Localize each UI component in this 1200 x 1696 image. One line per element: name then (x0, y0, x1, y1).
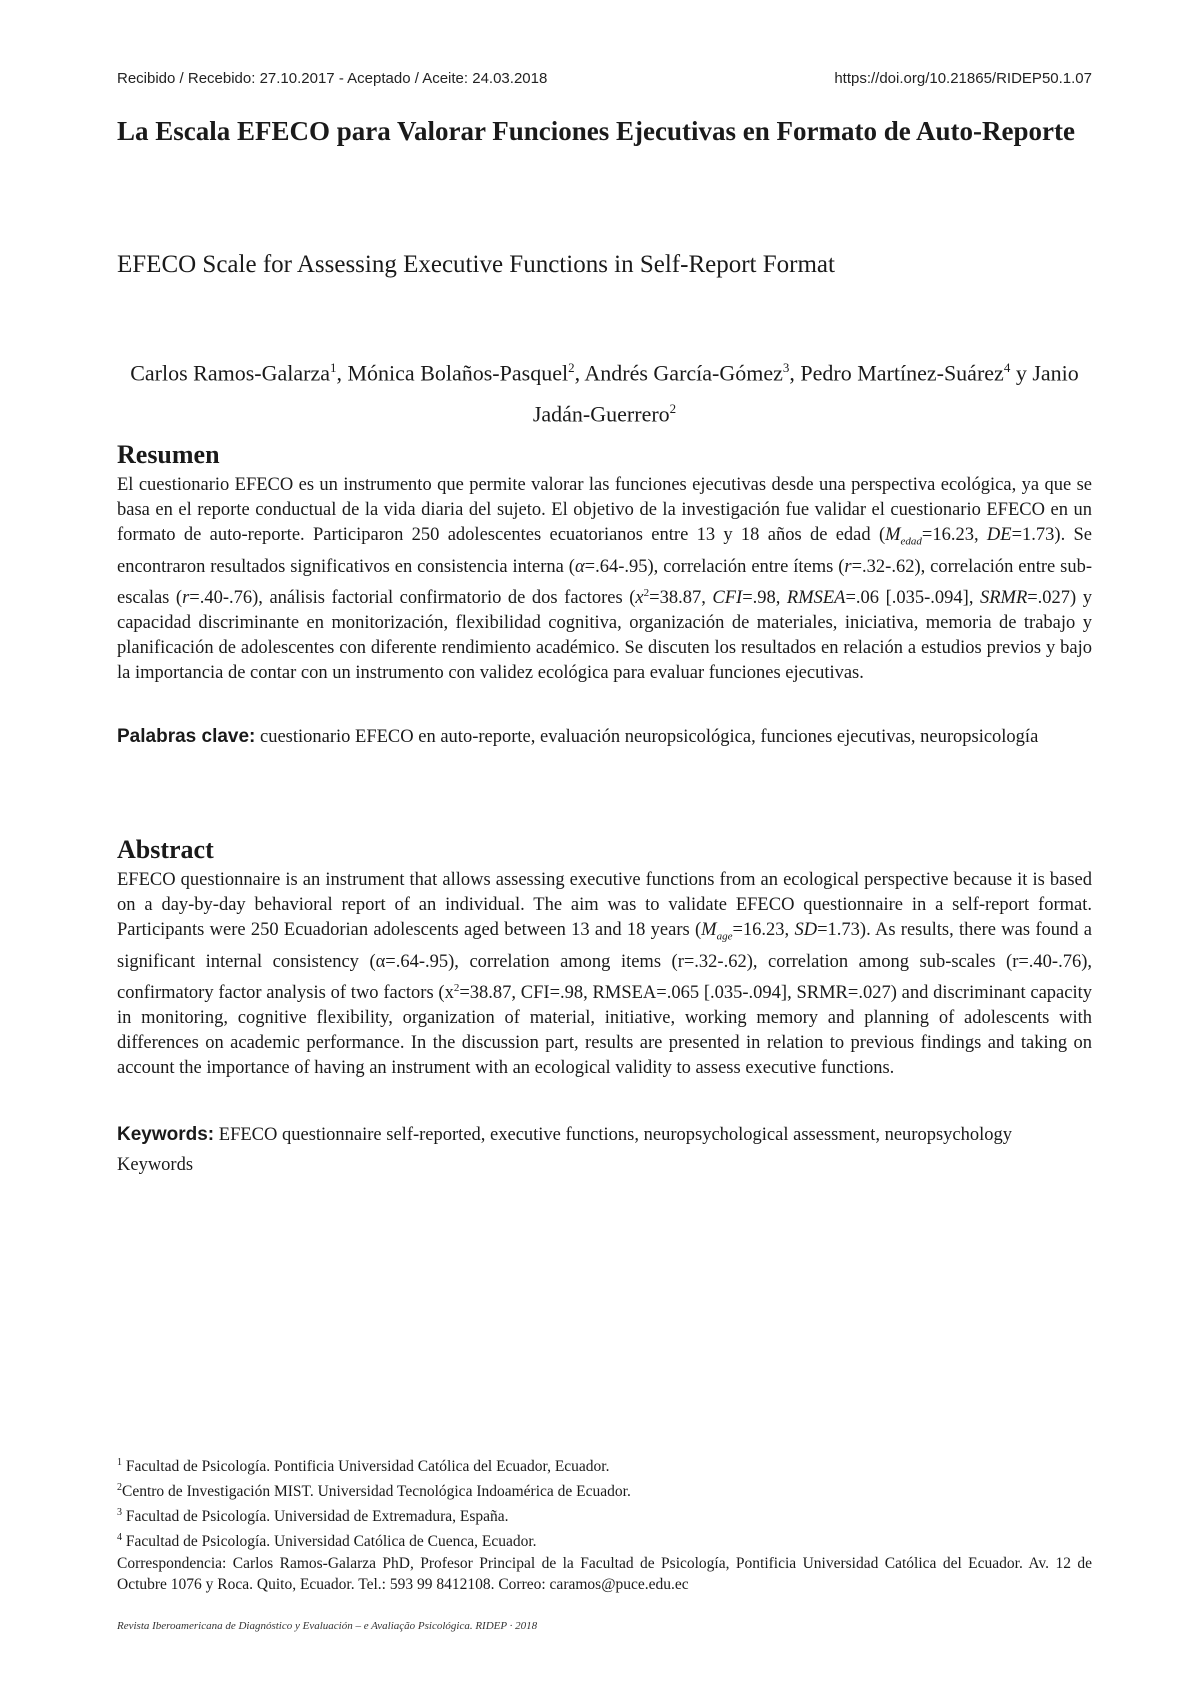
palabras-clave-text: cuestionario EFECO en auto-reporte, evaluación neuropsicológica, funciones ejecutivas, neuropsicología (260, 727, 1039, 747)
resumen-heading: Resumen (117, 440, 220, 469)
journal-footer: Revista Iberoamericana de Diagnóstico y Evaluación – e Avaliação Psicológica. RIDEP · 2018 (117, 1620, 538, 1632)
abstract-body: EFECO questionnaire is an instrument that allows assessing executive functions from an ecological perspective because it is based on a day-by-day behavioral report of an individual. The aim was to validate EFECO questionnaire in a self-report format. Participants were 250 Ecuadorian adolescents aged between 13 and 18 years ($M_{age}=16.23$, SD=1.73). As results, there was found a significant internal consistency (α=.64-.95), correlation among items (r=.32-.62), correlation among sub-scales (r=.40-.76), confirmatory factor analysis of two factors ($x^2=38.87$, CFI=.98, RMSEA=.065 [.035-.094], SRMR=.027) and discriminant capacity in monitoring, cognitive flexibility, organization of material, initiative, working memory and planning of adolescents with differences on academic performance. In the discussion part, results are presented in relation to previous findings and taking on account the importance of having an instrument with an ecological validity to assess executive functions. (117, 870, 1092, 1079)
affiliation-marker: 3 (782, 360, 790, 375)
author-name: Pedro Martínez-Suárez (800, 360, 1004, 386)
title-english: EFECO Scale for Assessing Executive Functions in Self-Report Format (117, 251, 835, 278)
doi-link[interactable]: https://doi.org/10.21865/RIDEP50.1.07 (834, 70, 1092, 87)
footnote: $^2$Centro de Investigación MIST. Universidad Tecnológica Indoamérica de Ecuador. (117, 1482, 631, 1501)
footnote: $^3$ Facultad de Psicología. Universidad de Extremadura, España. (117, 1507, 509, 1526)
affiliation-marker: 1 (329, 360, 337, 375)
affiliation-marker: 2 (669, 401, 677, 417)
author-name: Andrés García-Gómez (584, 360, 783, 386)
affiliation-marker: 4 (1003, 360, 1011, 375)
footnote: $^1$ Facultad de Psicología. Pontificia Universidad Católica del Ecuador, Ecuador. (117, 1457, 610, 1476)
received-dates: Recibido / Recebido: 27.10.2017 - Aceptado / Aceite: 24.03.2018 (117, 70, 548, 87)
author-name: Mónica Bolaños-Pasquel (347, 360, 569, 386)
resumen-body: El cuestionario EFECO es un instrumento que permite valorar las funciones ejecutivas desde una perspectiva ecológica, ya que se basa en el reporte conductual de la vida diaria del sujeto. El objetivo de la investigación fue validar el cuestionario EFECO en un formato de auto-reporte. Participaron 250 adolescentes ecuatorianos entre 13 y 18 años de edad ($M_{edad}=16.23$, DE=1.73). Se encontraron resultados significativos en consistencia interna (α=.64-.95), correlación entre ítems (r=.32-.62), correlación entre sub-escalas (r=.40-.76), análisis factorial confirmatorio de dos factores ($x^2=38.87$, CFI=.98, RMSEA=.06 [.035-.094], SRMR=.027) y capacidad discriminante en monitorización, flexibilidad cognitiva, organización de materiales, iniciativa, memoria de trabajo y planificación de adolescentes con diferente rendimiento académico. Se discuten los resultados en relación a estudios previos y bajo la importancia de contar con un instrumento con validez ecológica para evaluar funciones ejecutivas. (117, 475, 1093, 684)
title-spanish: La Escala EFECO para Valorar Funciones Ejecutivas en Formato de Auto-Reporte (117, 116, 1075, 146)
author-name: Carlos Ramos-Galarza (130, 360, 330, 386)
author-conjunction: y (1015, 360, 1027, 386)
footnote: $^4$ Facultad de Psicología. Universidad Católica de Cuenca, Ecuador. (117, 1532, 537, 1551)
keywords-label: Keywords: (117, 1124, 215, 1145)
running-header (117, 70, 1092, 87)
keywords (117, 1120, 1092, 1180)
affiliation-marker: 2 (568, 360, 575, 375)
correspondence-note: Correspondencia: Carlos Ramos-Galarza PhD, Profesor Principal de la Facultad de Psicología, Pontificia Universidad Católica del Ecuador. Av. 12 de Octubre 1076 y Roca. Quito, Ecuador. Tel.: 593 99 8412108. Correo: caramos@puce.edu.ec (117, 1554, 1092, 1593)
author-name: Janio Jadán-Guerrero (532, 360, 1079, 427)
author-list: Carlos Ramos-Galarza$^1$, Mónica Bolaños-Pasquel$^2$, Andrés García-Gómez$^3$, Pedro Martínez-Suárez$^4$ y Janio Jadán-Guerrero$^2$ (130, 360, 1079, 427)
footnotes (117, 1452, 1092, 1595)
palabras-clave-label: Palabras clave: (117, 726, 256, 747)
abstract-heading: Abstract (117, 835, 214, 864)
palabras-clave (117, 722, 1092, 752)
keywords-text: EFECO questionnaire self-reported, executive functions, neuropsychological assessment, neuropsychology Keywords (117, 1125, 1013, 1175)
